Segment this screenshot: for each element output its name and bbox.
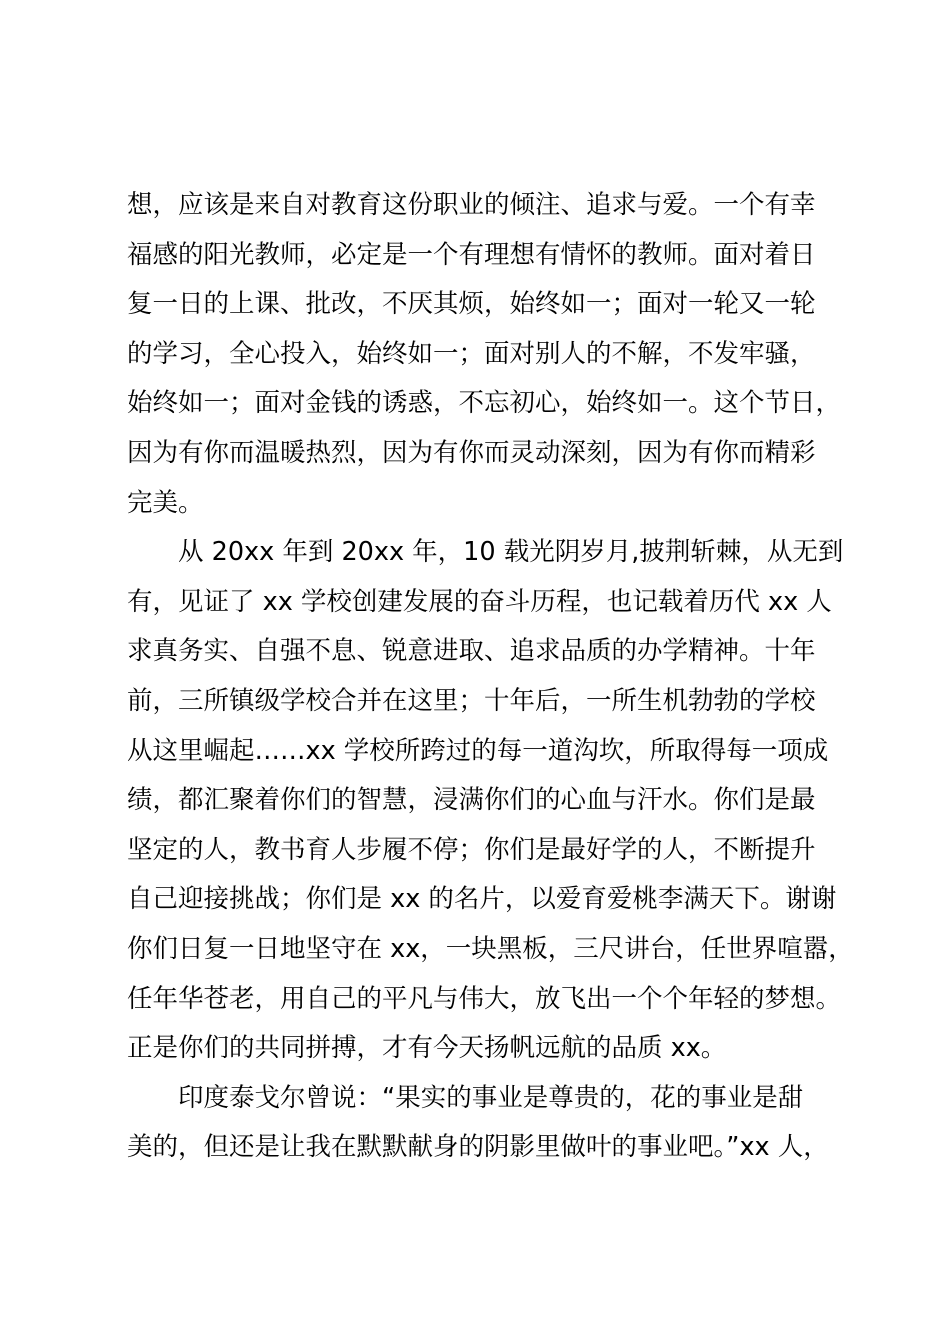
text-line: 从这里崛起……xx 学校所跨过的每一道沟坎，所取得每一项成 xyxy=(127,735,829,766)
text-line: 美的，但还是让我在默默献身的阴影里做叶的事业吧。”xx 人， xyxy=(127,1132,829,1163)
text-line: 想，应该是来自对教育这份职业的倾注、追求与爱。一个有幸 xyxy=(127,190,816,220)
text-line: 自己迎接挑战；你们是 xx 的名片，以爱育爱桃李满天下。谢谢 xyxy=(127,884,837,915)
text-line: 复一日的上课、批改，不厌其烦，始终如一；面对一轮又一轮 xyxy=(127,289,816,320)
text-line: 前，三所镇级学校合并在这里；十年后，一所生机勃勃的学校 xyxy=(127,685,816,716)
text-line: 因为有你而温暖热烈，因为有你而灵动深刻，因为有你而精彩 xyxy=(127,437,816,468)
text-line: 正是你们的共同拼搏，才有今天扬帆远航的品质 xx。 xyxy=(127,1033,727,1064)
text-line: 的学习，全心投入，始终如一；面对别人的不解，不发牢骚， xyxy=(127,338,816,369)
text-line: 求真务实、自强不息、锐意进取、追求品质的办学精神。十年 xyxy=(127,636,816,667)
text-line: 任年华苍老，用自己的平凡与伟大，放飞出一个个年轻的梦想。 xyxy=(127,983,842,1014)
paragraph-3 xyxy=(127,1074,857,1173)
text-line: 福感的阳光教师，必定是一个有理想有情怀的教师。面对着日 xyxy=(127,239,816,270)
text-line: 有，见证了 xx 学校创建发展的奋斗历程，也记载着历代 xx 人 xyxy=(127,586,832,617)
text-line: 印度泰戈尔曾说：“果实的事业是尊贵的，花的事业是甜 xyxy=(178,1082,804,1113)
text-line: 绩，都汇聚着你们的智慧，浸满你们的心血与汗水。你们是最 xyxy=(127,785,816,816)
body-text xyxy=(127,181,857,1173)
text-line: 完美。 xyxy=(127,487,204,518)
paragraph-1 xyxy=(127,181,857,528)
paragraph-2 xyxy=(127,528,857,1074)
text-line: 你们日复一日地坚守在 xx，一块黑板，三尺讲台，任世界喧嚣， xyxy=(127,933,854,964)
text-line: 始终如一；面对金钱的诱惑，不忘初心，始终如一。这个节日， xyxy=(127,388,842,419)
text-line: 坚定的人，教书育人步履不停；你们是最好学的人，不断提升 xyxy=(127,834,816,865)
text-line: 从 20xx 年到 20xx 年，10 载光阴岁月,披荆斩棘，从无到 xyxy=(178,537,844,568)
